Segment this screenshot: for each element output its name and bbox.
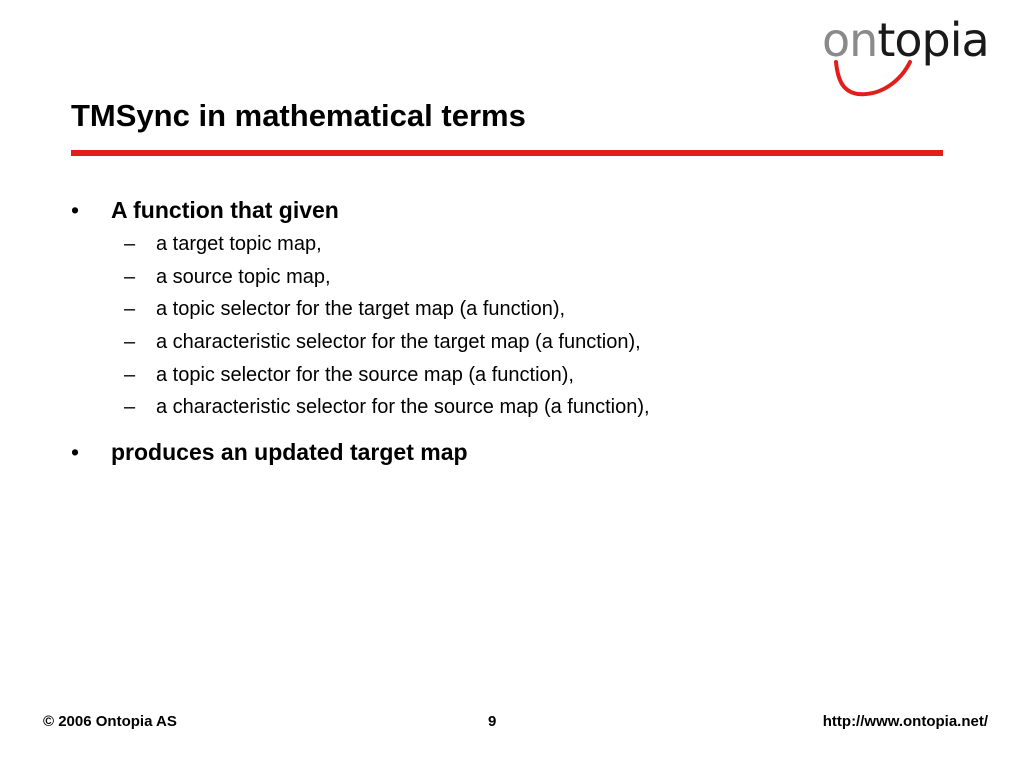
slide-title: TMSync in mathematical terms xyxy=(71,98,526,133)
sub-item-text: a topic selector for the target map (a function), xyxy=(156,298,566,320)
ontopia-logo xyxy=(818,10,1014,102)
sub-item-marker: – xyxy=(124,298,136,320)
sub-item-marker: – xyxy=(124,233,136,255)
bullet-text: produces an updated target map xyxy=(111,439,468,465)
sub-item xyxy=(124,296,565,322)
sub-item-text: a source topic map, xyxy=(156,266,331,288)
sub-item xyxy=(124,362,574,388)
bullet-item xyxy=(71,195,339,225)
sub-item-text: a characteristic selector for the target map (a function), xyxy=(156,331,641,353)
bullet-marker: • xyxy=(71,439,80,465)
sub-item-text: a topic selector for the source map (a function), xyxy=(156,364,574,386)
sub-item-text: a target topic map, xyxy=(156,233,322,255)
sub-item-marker: – xyxy=(124,331,136,353)
footer-url: http://www.ontopia.net/ xyxy=(822,713,988,730)
sub-item xyxy=(124,329,641,355)
logo-part-on: on xyxy=(822,13,878,67)
sub-item-marker: – xyxy=(124,396,136,418)
sub-item-text: a characteristic selector for the source map (a function), xyxy=(156,396,650,418)
sub-item-marker: – xyxy=(124,266,136,288)
sub-item xyxy=(124,264,331,290)
sub-item xyxy=(124,394,650,420)
sub-item xyxy=(124,231,322,257)
logo-part-topia: topia xyxy=(877,13,989,67)
bullet-item xyxy=(71,437,468,467)
footer-page-number: 9 xyxy=(488,713,497,730)
sub-item-marker: – xyxy=(124,364,136,386)
bullet-text: A function that given xyxy=(111,197,339,223)
logo-wordmark xyxy=(822,10,989,70)
footer-copyright: © 2006 Ontopia AS xyxy=(43,713,177,730)
title-divider xyxy=(71,150,943,156)
bullet-marker: • xyxy=(71,197,80,223)
